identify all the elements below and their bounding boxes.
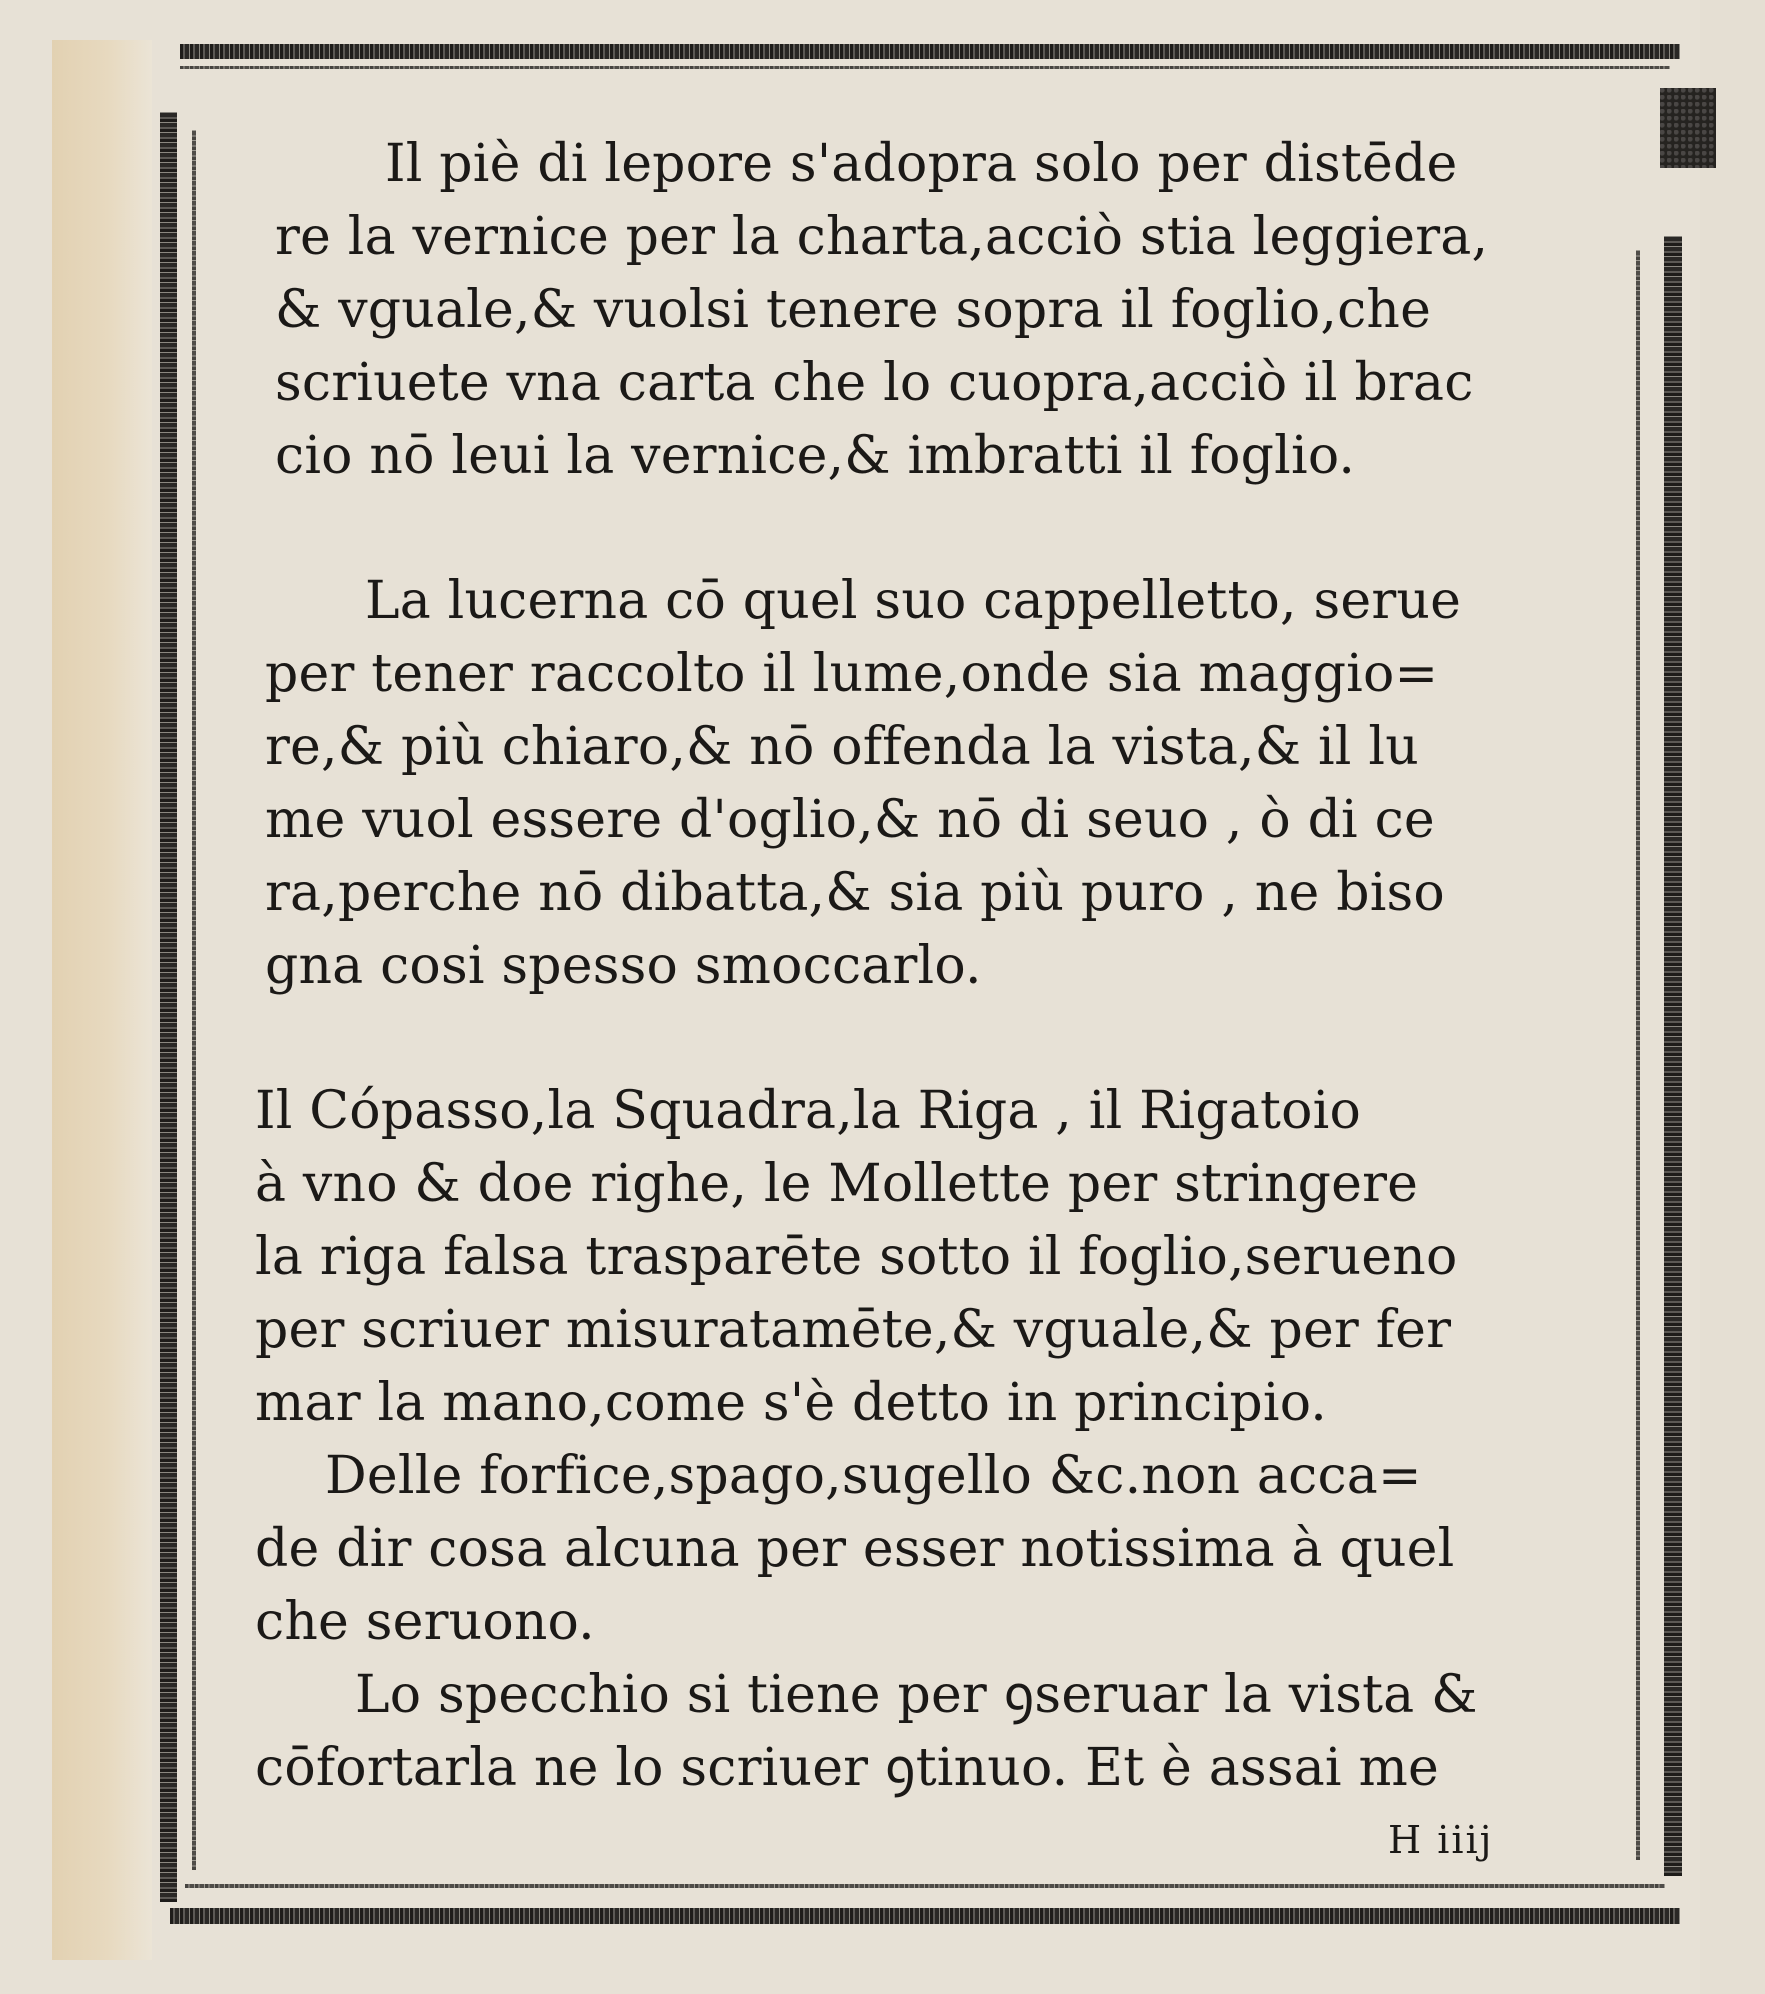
paragraph-forfice	[255, 1440, 1605, 1659]
paragraph-compasso	[255, 1075, 1605, 1440]
text-line: re,& più chiaro,& nō offenda la vista,& il lu	[265, 717, 1419, 777]
text-line: La lucerna cō quel suo cappelletto, serue	[365, 571, 1462, 631]
border-left-inner	[192, 130, 196, 1870]
text-line: mar la mano,come s'è detto in principio.	[255, 1373, 1328, 1433]
text-line: per scriuer misuratamēte,& vguale,& per fer	[255, 1300, 1452, 1360]
text-line: de dir cosa alcuna per esser notissima à quel	[255, 1519, 1455, 1579]
body-text	[255, 128, 1605, 1805]
text-line: re la vernice per la charta,acciò stia leggiera,	[275, 207, 1489, 267]
border-top-inner	[180, 66, 1670, 69]
text-line: per tener raccolto il lume,onde sia maggio=	[265, 644, 1439, 704]
text-line: à vno & doe righe, le Mollette per stringere	[255, 1154, 1419, 1214]
text-line: Lo specchio si tiene per ꝯseruar la vista &	[355, 1665, 1478, 1725]
paper-edge-left	[52, 40, 152, 1960]
text-line: la riga falsa trasparēte sotto il foglio,serueno	[255, 1227, 1458, 1287]
paragraph-specchio	[255, 1659, 1605, 1805]
text-line: & vguale,& vuolsi tenere sopra il foglio,che	[275, 280, 1432, 340]
border-top	[180, 44, 1680, 59]
paper-edge-right	[1700, 0, 1765, 1994]
paragraph-lucerna	[265, 565, 1605, 1003]
text-line: Il Cópasso,la Squadra,la Riga , il Rigatoio	[255, 1081, 1361, 1141]
border-left	[160, 112, 177, 1902]
border-bottom-inner	[185, 1884, 1665, 1888]
text-line: gna cosi spesso smoccarlo.	[265, 936, 982, 996]
border-corner-ornament	[1660, 88, 1716, 168]
text-line: ra,perche nō dibatta,& sia più puro , ne biso	[265, 863, 1445, 923]
text-line: che seruono.	[255, 1592, 595, 1652]
border-right-inner	[1636, 250, 1640, 1860]
text-line: cōfortarla ne lo scriuer ꝯtinuo. Et è assai me	[255, 1738, 1439, 1798]
text-line: cio nō leui la vernice,& imbratti il foglio.	[275, 426, 1356, 486]
signature-mark: H iiij	[1388, 1818, 1494, 1862]
paragraph-pie-di-lepore	[275, 128, 1605, 493]
text-line: scriuete vna carta che lo cuopra,acciò il brac	[275, 353, 1474, 413]
paragraph-gap	[275, 493, 1605, 565]
paragraph-gap	[275, 1003, 1605, 1075]
border-right	[1664, 236, 1682, 1876]
text-line: me vuol essere d'oglio,& nō di seuo , ò di ce	[265, 790, 1435, 850]
border-bottom	[170, 1908, 1680, 1924]
text-line: Delle forfice,spago,sugello &c.non acca=	[325, 1446, 1422, 1506]
text-line: Il piè di lepore s'adopra solo per distēde	[385, 134, 1458, 194]
